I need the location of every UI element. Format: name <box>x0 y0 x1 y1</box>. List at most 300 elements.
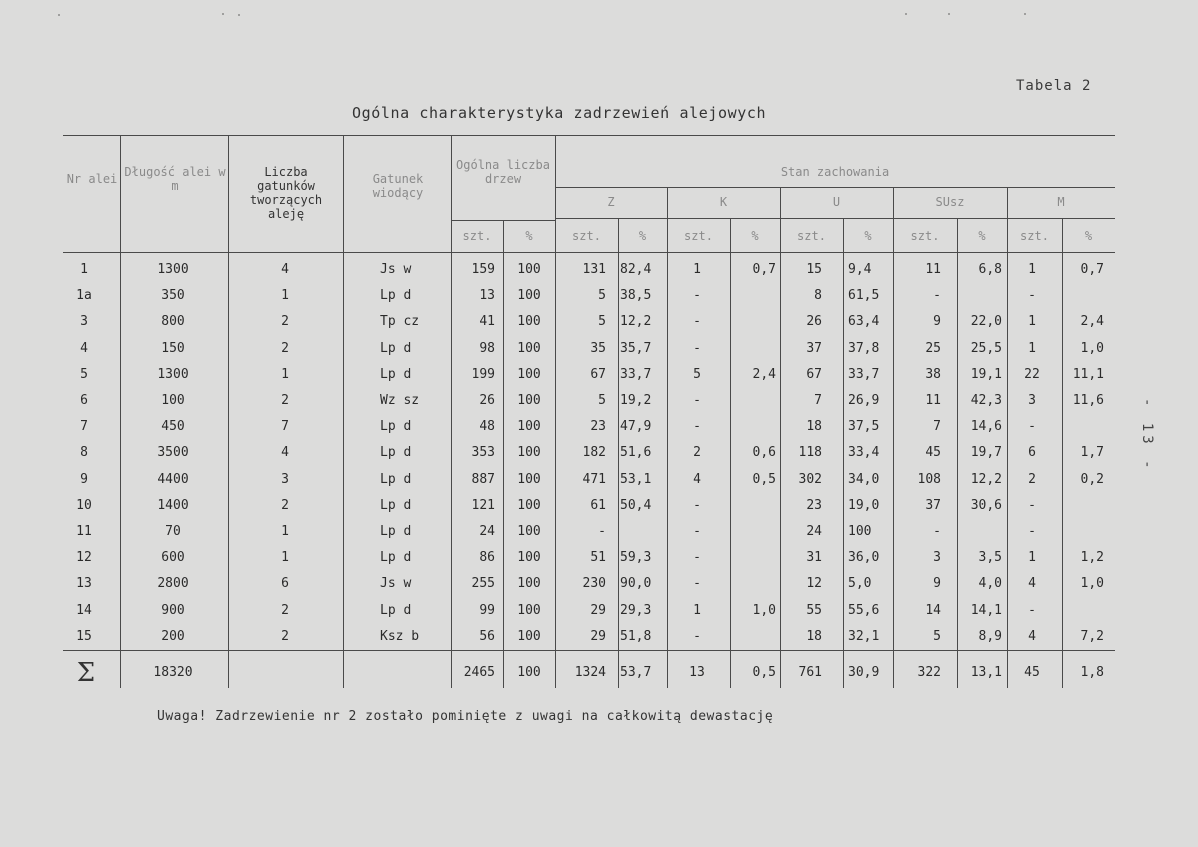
total-cell-s-pct: 13,1 <box>970 665 1002 680</box>
table-cell-m: 2 <box>1028 471 1036 487</box>
table-cell-og: 41 <box>479 314 495 330</box>
table-cell-lg: 3 <box>281 471 289 487</box>
side-page-number: - 13 - <box>1139 398 1155 473</box>
table-cell-og: 13 <box>479 288 495 304</box>
scan-speck <box>238 14 240 16</box>
table-cell-og-pct: 100 <box>517 602 541 618</box>
table-cell-m-pct: 1,7 <box>1080 445 1104 461</box>
table-cell-s-pct: 4,0 <box>978 576 1002 592</box>
table-cell-m: 4 <box>1028 576 1036 592</box>
table-cell-s: 38 <box>925 366 941 382</box>
header-group-z: Z <box>607 195 615 209</box>
table-cell-u: 8 <box>814 288 822 304</box>
total-cell-s: 322 <box>917 665 941 680</box>
table-cell-gat: Ksz b <box>380 628 420 644</box>
footnote: Uwaga! Zadrzewienie nr 2 zostało pominięte z uwagi na całkowitą dewastację <box>157 709 774 724</box>
table-cell-lg: 2 <box>281 314 289 330</box>
scan-speck <box>58 14 60 16</box>
table-cell-k: - <box>693 576 701 592</box>
table-cell-m-pct: 1,2 <box>1080 550 1104 566</box>
table-cell-u: 15 <box>806 262 822 277</box>
table-cell-dl: 1300 <box>157 262 189 277</box>
header-group-susz: SUsz <box>935 195 965 209</box>
table-cell-u: 18 <box>806 628 822 644</box>
table-cell-lg: 1 <box>281 524 289 539</box>
table-cell-m: - <box>1028 419 1036 435</box>
total-cell-z: 1324 <box>574 665 606 680</box>
table-cell-s-pct: 19,7 <box>970 445 1002 461</box>
table-cell-k-pct <box>732 574 776 594</box>
table-cell-og: 353 <box>471 445 495 461</box>
table-cell-dl: 600 <box>161 550 185 566</box>
header-unit-count: szt. <box>684 229 713 243</box>
table-cell-og-pct: 100 <box>517 419 541 435</box>
table-cell-u: 23 <box>806 497 822 513</box>
table-cell-dl: 900 <box>161 602 185 618</box>
scan-speck <box>222 13 224 15</box>
table-cell-nr: 1 <box>80 262 88 277</box>
table-cell-m: 6 <box>1028 445 1036 461</box>
table-cell-k: - <box>693 497 701 513</box>
table-cell-og: 24 <box>479 524 495 539</box>
table-cell-s-pct <box>960 286 1002 306</box>
table-cell-s: 7 <box>933 419 941 435</box>
table-cell-u-pct: 100 <box>848 524 872 539</box>
table-cell-m-pct <box>1064 522 1104 542</box>
table-cell-dl: 2800 <box>157 576 189 592</box>
table-cell-s-pct: 14,1 <box>970 602 1002 618</box>
table-cell-u: 12 <box>806 576 822 592</box>
table-cell-gat: Lp d <box>380 445 412 461</box>
table-cell-k-pct <box>732 391 776 411</box>
header-unit-pct: % <box>978 229 986 243</box>
header-dlugosc: Długość alei w m <box>124 165 226 193</box>
table-cell-u-pct: 5,0 <box>848 576 872 592</box>
table-cell-z: 67 <box>590 366 606 382</box>
table-cell-lg: 2 <box>281 393 289 408</box>
table-cell-lg: 2 <box>281 602 289 618</box>
table-cell-m-pct: 1,0 <box>1080 576 1104 592</box>
table-cell-z-pct: 51,6 <box>620 445 652 461</box>
table-cell-m-pct: 7,2 <box>1080 628 1104 644</box>
table-cell-m-pct: 2,4 <box>1080 314 1104 330</box>
table-cell-s: 5 <box>933 628 941 644</box>
col-rule <box>1007 187 1008 688</box>
table-cell-lg: 2 <box>281 628 289 644</box>
table-cell-z-pct: 29,3 <box>620 602 652 618</box>
header-group-k: K <box>719 195 728 209</box>
table-cell-gat: Js w <box>380 262 412 277</box>
header-unit-pct: % <box>751 229 759 243</box>
table-cell-u-pct: 63,4 <box>848 314 880 330</box>
table-cell-u-pct: 37,8 <box>848 340 880 356</box>
table-cell-m: - <box>1028 497 1036 513</box>
table-cell-m-pct <box>1064 601 1104 621</box>
table-top-rule <box>63 135 1115 136</box>
table-cell-og-pct: 100 <box>517 340 541 356</box>
table-cell-u-pct: 33,4 <box>848 445 880 461</box>
col-rule <box>893 187 894 688</box>
col-rule <box>1062 218 1063 688</box>
table-cell-gat: Lp d <box>380 497 412 513</box>
table-cell-m: 22 <box>1024 366 1040 382</box>
table-cell-m: 1 <box>1028 262 1036 277</box>
table-cell-s-pct: 3,5 <box>978 550 1002 566</box>
table-cell-m-pct: 0,2 <box>1080 471 1104 487</box>
table-cell-og: 26 <box>479 393 495 408</box>
table-cell-k-pct <box>732 417 776 437</box>
table-cell-z: 230 <box>582 576 606 592</box>
total-cell-u-pct: 30,9 <box>848 665 880 680</box>
header-unit-count: szt. <box>572 229 601 243</box>
table-cell-lg: 1 <box>281 288 289 304</box>
table-cell-gat: Lp d <box>380 366 412 382</box>
table-cell-gat: Js w <box>380 576 412 592</box>
table-cell-z-pct: 33,7 <box>620 366 652 382</box>
table-cell-u: 7 <box>814 393 822 408</box>
table-cell-og-pct: 100 <box>517 366 541 382</box>
col-rule <box>555 136 556 688</box>
table-cell-og: 159 <box>471 262 495 277</box>
table-cell-nr: 6 <box>80 393 88 408</box>
table-cell-u: 31 <box>806 550 822 566</box>
table-cell-dl: 100 <box>161 393 185 408</box>
table-cell-k: - <box>693 628 701 644</box>
table-cell-og: 86 <box>479 550 495 566</box>
table-cell-m-pct: 11,6 <box>1072 393 1104 408</box>
header-unit-count: szt. <box>797 229 826 243</box>
table-cell-m: 1 <box>1028 314 1036 330</box>
table-cell-nr: 12 <box>76 550 92 566</box>
table-cell-nr: 8 <box>80 445 88 461</box>
header-ogolna-liczba: Ogólna liczba drzew <box>456 158 550 186</box>
table-cell-m-pct <box>1064 496 1104 516</box>
header-nr: Nr alei <box>66 172 118 186</box>
total-sigma-symbol: Σ <box>76 658 96 688</box>
col-rule <box>957 218 958 688</box>
table-cell-gat: Lp d <box>380 288 412 304</box>
table-cell-dl: 70 <box>165 524 181 539</box>
table-cell-og-pct: 100 <box>517 576 541 592</box>
table-cell-gat: Lp d <box>380 602 412 618</box>
table-cell-og-pct: 100 <box>517 471 541 487</box>
total-cell-z-pct: 53,7 <box>620 665 652 680</box>
total-cell-k: 13 <box>689 665 705 680</box>
header-group-u: U <box>832 195 841 209</box>
table-cell-s: 45 <box>925 445 941 461</box>
table-cell-lg: 2 <box>281 340 289 356</box>
table-cell-u: 37 <box>806 340 822 356</box>
table-cell-dl: 1400 <box>157 497 189 513</box>
table-cell-z: 182 <box>582 445 606 461</box>
table-cell-k: - <box>693 288 701 304</box>
header-stan: Stan zachowania <box>780 165 890 179</box>
table-cell-u: 118 <box>798 445 822 461</box>
table-cell-u-pct: 34,0 <box>848 471 880 487</box>
table-cell-og-pct: 100 <box>517 288 541 304</box>
total-cell-gat <box>380 663 446 683</box>
table-cell-k-pct <box>732 312 776 332</box>
table-cell-og-pct: 100 <box>517 445 541 461</box>
table-cell-z: 5 <box>598 314 606 330</box>
table-cell-lg: 2 <box>281 497 289 513</box>
table-cell-u: 26 <box>806 314 822 330</box>
table-cell-s: 11 <box>925 262 941 277</box>
table-cell-og-pct: 100 <box>517 262 541 277</box>
table-cell-s: 3 <box>933 550 941 566</box>
table-cell-nr: 11 <box>76 524 92 539</box>
header-unit-count: szt. <box>462 229 492 243</box>
col-rule <box>343 136 344 688</box>
table-cell-u-pct: 33,7 <box>848 366 880 382</box>
table-cell-u: 24 <box>806 524 822 539</box>
table-cell-s: 11 <box>925 393 941 408</box>
table-cell-u: 55 <box>806 602 822 618</box>
table-cell-k: 1 <box>693 602 701 618</box>
table-cell-og-pct: 100 <box>517 497 541 513</box>
table-cell-k-pct: 0,5 <box>752 471 776 487</box>
table-cell-k: 4 <box>693 471 701 487</box>
table-cell-nr: 4 <box>80 340 88 356</box>
col-rule <box>451 136 452 688</box>
table-cell-m: - <box>1028 524 1036 539</box>
table-cell-u-pct: 55,6 <box>848 602 880 618</box>
scan-speck <box>948 13 950 15</box>
table-cell-s: 37 <box>925 497 941 513</box>
col-rule <box>503 220 504 688</box>
table-cell-og-pct: 100 <box>517 550 541 566</box>
table-cell-dl: 200 <box>161 628 185 644</box>
table-cell-u-pct: 9,4 <box>848 262 872 277</box>
table-cell-k-pct: 0,7 <box>752 262 776 277</box>
table-cell-u: 302 <box>798 471 822 487</box>
table-cell-k: - <box>693 419 701 435</box>
table-cell-z: 29 <box>590 628 606 644</box>
table-label: Tabela 2 <box>1016 78 1092 94</box>
table-cell-dl: 350 <box>161 288 185 304</box>
scan-speck <box>1024 13 1026 15</box>
col-rule <box>618 218 619 688</box>
table-cell-gat: Lp d <box>380 419 412 435</box>
table-cell-z-pct: 12,2 <box>620 314 652 330</box>
total-cell-m: 45 <box>1024 665 1040 680</box>
header-subgroup-rule <box>555 218 1115 219</box>
table-cell-gat: Lp d <box>380 550 412 566</box>
total-cell-lg <box>232 663 338 683</box>
table-cell-z: 51 <box>590 550 606 566</box>
table-cell-dl: 800 <box>161 314 185 330</box>
col-rule <box>843 218 844 688</box>
table-cell-lg: 6 <box>281 576 289 592</box>
table-cell-dl: 3500 <box>157 445 189 461</box>
table-cell-z: 5 <box>598 288 606 304</box>
header-unit-count: szt. <box>1020 229 1049 243</box>
total-cell-u: 761 <box>798 665 822 680</box>
header-gatunek: Gatunek wiodący <box>372 172 424 200</box>
table-cell-z: - <box>598 524 606 539</box>
table-cell-k: 1 <box>693 262 701 277</box>
table-cell-k-pct <box>732 548 776 568</box>
col-rule <box>120 136 121 688</box>
table-cell-og-pct: 100 <box>517 393 541 408</box>
table-cell-dl: 450 <box>161 419 185 435</box>
table-cell-lg: 4 <box>281 262 289 277</box>
table-cell-og: 255 <box>471 576 495 592</box>
total-cell-og-pct: 100 <box>517 665 541 680</box>
table-cell-z: 61 <box>590 497 606 513</box>
table-cell-nr: 10 <box>76 497 92 513</box>
table-cell-z-pct: 51,8 <box>620 628 652 644</box>
page-title: Ogólna charakterystyka zadrzewień alejowych <box>352 104 767 122</box>
table-cell-og-pct: 100 <box>517 628 541 644</box>
table-cell-k-pct <box>732 522 776 542</box>
col-rule <box>228 136 229 688</box>
col-rule <box>730 218 731 688</box>
table-cell-s-pct: 30,6 <box>970 497 1002 513</box>
table-cell-m: 1 <box>1028 550 1036 566</box>
table-cell-og-pct: 100 <box>517 524 541 539</box>
table-cell-m-pct: 0,7 <box>1080 262 1104 277</box>
table-cell-z: 131 <box>582 262 606 277</box>
table-cell-m: 4 <box>1028 628 1036 644</box>
col-rule <box>780 187 781 688</box>
table-cell-nr: 9 <box>80 471 88 487</box>
table-cell-og: 99 <box>479 602 495 618</box>
header-unit-pct: % <box>638 229 647 243</box>
table-cell-nr: 5 <box>80 366 88 382</box>
table-cell-nr: 15 <box>76 628 92 644</box>
table-cell-z-pct: 59,3 <box>620 550 652 566</box>
table-cell-gat: Tp cz <box>380 314 420 330</box>
table-cell-s-pct: 14,6 <box>970 419 1002 435</box>
table-cell-s-pct: 6,8 <box>978 262 1002 277</box>
table-cell-u-pct: 19,0 <box>848 497 880 513</box>
table-cell-k-pct: 0,6 <box>752 445 776 461</box>
table-cell-s: 9 <box>933 576 941 592</box>
table-cell-og: 199 <box>471 366 495 382</box>
table-cell-k-pct <box>732 339 776 359</box>
table-cell-s-pct: 12,2 <box>970 471 1002 487</box>
table-cell-s: 25 <box>925 340 941 356</box>
header-unit-pct: % <box>864 229 872 243</box>
table-cell-u-pct: 32,1 <box>848 628 880 644</box>
table-cell-s-pct <box>960 522 1002 542</box>
table-cell-dl: 150 <box>161 340 185 356</box>
table-cell-s-pct: 42,3 <box>970 393 1002 408</box>
table-cell-s-pct: 25,5 <box>970 340 1002 356</box>
table-cell-m: 1 <box>1028 340 1036 356</box>
table-cell-k-pct <box>732 627 776 647</box>
table-cell-lg: 1 <box>281 550 289 566</box>
table-cell-s-pct: 22,0 <box>970 314 1002 330</box>
table-cell-dl: 1300 <box>157 366 189 382</box>
table-cell-z-pct: 50,4 <box>620 497 652 513</box>
table-cell-s: 9 <box>933 314 941 330</box>
table-cell-z-pct: 82,4 <box>620 262 652 277</box>
table-cell-k: - <box>693 393 701 408</box>
table-cell-s: - <box>933 524 941 539</box>
table-cell-k: 5 <box>693 366 701 382</box>
header-unit-pct: % <box>1084 229 1093 243</box>
total-cell-m-pct: 1,8 <box>1080 665 1104 680</box>
table-cell-k: - <box>693 340 701 356</box>
table-cell-m: - <box>1028 288 1036 304</box>
table-cell-u-pct: 26,9 <box>848 393 880 408</box>
table-cell-m-pct <box>1064 286 1104 306</box>
table-cell-z: 35 <box>590 340 606 356</box>
table-cell-s-pct: 19,1 <box>970 366 1002 382</box>
table-cell-z: 471 <box>582 471 606 487</box>
table-cell-k: - <box>693 314 701 330</box>
table-cell-u: 67 <box>806 366 822 382</box>
table-cell-nr: 1a <box>76 288 92 304</box>
table-cell-k-pct <box>732 496 776 516</box>
table-cell-k-pct <box>732 286 776 306</box>
table-cell-lg: 7 <box>281 419 289 435</box>
table-cell-u: 18 <box>806 419 822 435</box>
table-cell-gat: Lp d <box>380 471 412 487</box>
table-cell-og: 887 <box>471 471 495 487</box>
table-cell-m: 3 <box>1028 393 1036 408</box>
table-cell-z-pct: 35,7 <box>620 340 652 356</box>
header-unit-pct: % <box>525 229 533 243</box>
table-cell-gat: Wz sz <box>380 393 420 408</box>
table-cell-lg: 4 <box>281 445 289 461</box>
table-cell-z: 23 <box>590 419 606 435</box>
table-cell-z-pct: 53,1 <box>620 471 652 487</box>
table-cell-dl: 4400 <box>157 471 189 487</box>
total-cell-dl: 18320 <box>153 665 193 680</box>
table-cell-u-pct: 37,5 <box>848 419 880 435</box>
table-cell-k: 2 <box>693 445 701 461</box>
table-cell-z-pct: 38,5 <box>620 288 652 304</box>
table-cell-nr: 13 <box>76 576 92 592</box>
table-cell-s-pct: 8,9 <box>978 628 1002 644</box>
table-cell-z-pct: 47,9 <box>620 419 652 435</box>
table-cell-og: 121 <box>471 497 495 513</box>
table-cell-og-pct: 100 <box>517 314 541 330</box>
table-cell-k-pct: 2,4 <box>752 366 776 382</box>
table-cell-u-pct: 61,5 <box>848 288 880 304</box>
table-cell-m-pct <box>1064 417 1104 437</box>
header-unit-count: szt. <box>910 229 940 243</box>
table-cell-nr: 3 <box>80 314 88 330</box>
table-cell-s: 14 <box>925 602 941 618</box>
table-cell-z-pct: 90,0 <box>620 576 652 592</box>
header-group-m: M <box>1057 195 1065 209</box>
table-cell-z-pct <box>620 522 665 542</box>
table-cell-gat: Lp d <box>380 340 412 356</box>
total-cell-og: 2465 <box>463 665 495 680</box>
header-group-rule <box>555 187 1115 188</box>
table-cell-k-pct: 1,0 <box>752 602 776 618</box>
header-liczba-gatunkow: Liczba gatunków tworzących aleję <box>249 165 323 221</box>
table-cell-og: 48 <box>479 419 495 435</box>
table-cell-nr: 14 <box>76 602 92 618</box>
table-cell-u-pct: 36,0 <box>848 550 880 566</box>
table-cell-m-pct: 1,0 <box>1080 340 1104 356</box>
table-cell-og: 98 <box>479 340 495 356</box>
table-cell-z: 5 <box>598 393 606 408</box>
table-cell-s: 108 <box>917 471 941 487</box>
table-cell-gat: Lp d <box>380 524 412 539</box>
table-cell-m-pct: 11,1 <box>1072 366 1104 382</box>
scan-speck <box>905 13 907 15</box>
total-cell-k-pct: 0,5 <box>752 665 776 680</box>
table-cell-k: - <box>693 524 701 539</box>
table-cell-k: - <box>693 550 701 566</box>
table-cell-z: 29 <box>590 602 606 618</box>
